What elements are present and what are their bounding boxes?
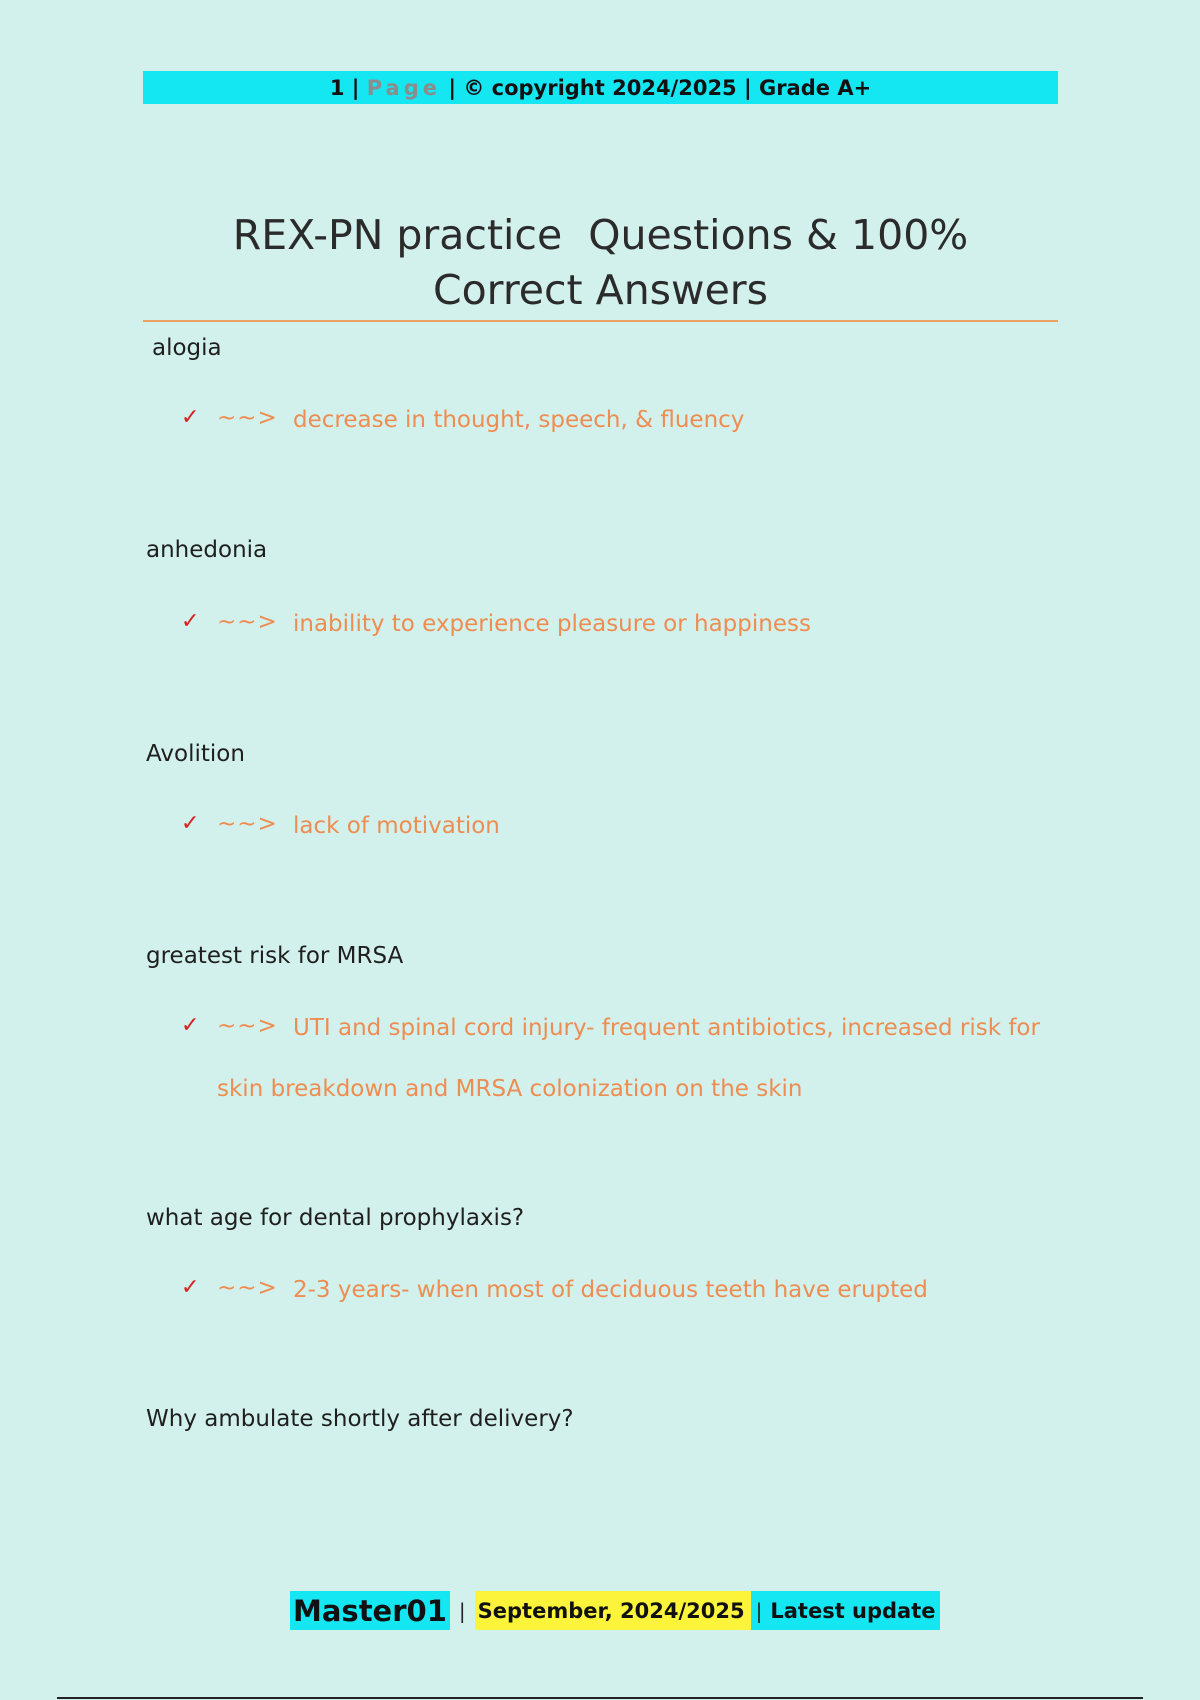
document-title bbox=[143, 208, 1058, 318]
arrow-icon: ~~> bbox=[217, 1275, 278, 1301]
question-term: Avolition bbox=[146, 741, 245, 767]
arrow-icon: ~~> bbox=[217, 1013, 278, 1039]
arrow-icon: ~~> bbox=[217, 609, 278, 635]
header-separator: | bbox=[344, 75, 367, 100]
footer-separator: | bbox=[458, 1598, 466, 1623]
title-line-2: Correct Answers bbox=[432, 266, 769, 314]
answer-text: inability to experience pleasure or happiness bbox=[293, 611, 811, 637]
bottom-divider bbox=[57, 1697, 1143, 1699]
checkmark-icon: ✓ bbox=[181, 1275, 200, 1300]
question-term: anhedonia bbox=[146, 537, 268, 563]
footer-separator: | bbox=[751, 1591, 771, 1630]
checkmark-icon: ✓ bbox=[181, 609, 200, 634]
title-line-1: REX-PN practice Questions & 100% bbox=[232, 211, 969, 259]
answer-item bbox=[181, 1013, 1061, 1120]
title-divider bbox=[143, 320, 1058, 322]
page-number: 1 bbox=[329, 75, 345, 100]
footer-date: September, 2024/2025 bbox=[475, 1591, 751, 1630]
answer-text: lack of motivation bbox=[293, 813, 500, 839]
answer-item bbox=[181, 405, 1061, 451]
grade-text: Grade A+ bbox=[758, 75, 872, 100]
answer-item bbox=[181, 609, 1061, 655]
checkmark-icon: ✓ bbox=[181, 405, 200, 430]
answer-text: UTI and spinal cord injury- frequent antibiotics, increased risk for skin breakdown and MRSA colonization on the skin bbox=[217, 1015, 1040, 1102]
header-separator: | bbox=[736, 75, 759, 100]
arrow-icon: ~~> bbox=[217, 405, 278, 431]
question-term: alogia bbox=[152, 335, 222, 361]
page-footer bbox=[290, 1591, 940, 1630]
latest-update-label: Latest update bbox=[770, 1591, 939, 1630]
author-badge: Master01 bbox=[290, 1591, 450, 1630]
question-term: greatest risk for MRSA bbox=[146, 943, 404, 969]
page-header bbox=[143, 71, 1058, 104]
question-term: what age for dental prophylaxis? bbox=[146, 1205, 525, 1231]
question-term: Why ambulate shortly after delivery? bbox=[146, 1406, 574, 1432]
copyright-text: © copyright 2024/2025 bbox=[463, 75, 737, 100]
header-separator: | bbox=[441, 75, 464, 100]
page-word: Page bbox=[366, 75, 442, 100]
checkmark-icon: ✓ bbox=[181, 811, 200, 836]
checkmark-icon: ✓ bbox=[181, 1013, 200, 1038]
answer-text: decrease in thought, speech, & fluency bbox=[293, 407, 745, 433]
answer-text: 2-3 years- when most of deciduous teeth have erupted bbox=[293, 1277, 928, 1303]
answer-item bbox=[181, 811, 1061, 857]
answer-item bbox=[181, 1275, 1061, 1321]
arrow-icon: ~~> bbox=[217, 811, 278, 837]
